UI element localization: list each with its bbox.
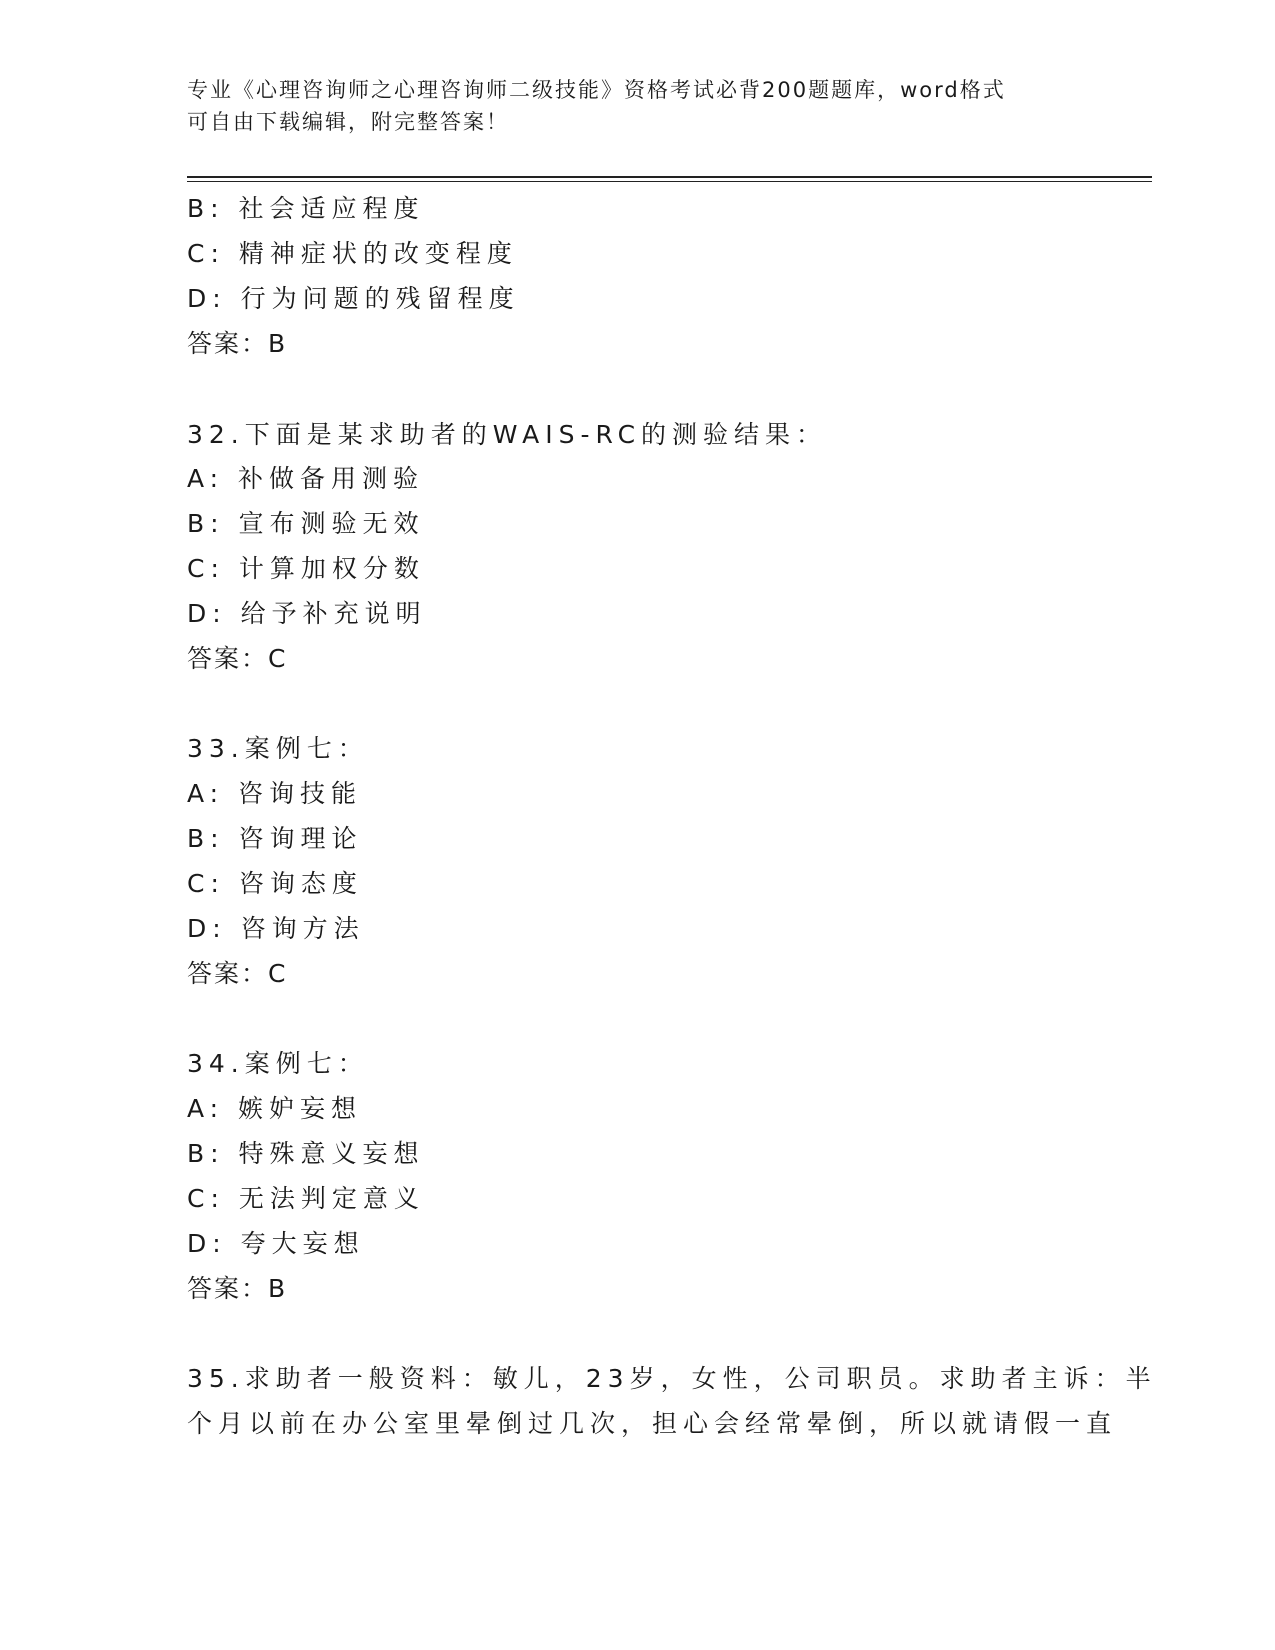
answer-label: 答案：: [187, 959, 269, 988]
q32-option-d: D: 给予补充说明: [187, 599, 427, 628]
q32-option-b: B: 宣布测验无效: [187, 509, 425, 538]
header-divider: [187, 176, 1152, 182]
answer-value: B: [268, 1274, 286, 1303]
answer-label: 答案：: [187, 644, 269, 673]
q34-option-c: C: 无法判定意义: [187, 1184, 425, 1213]
answer-label: 答案：: [187, 329, 269, 358]
q34-option-d: D: 夸大妄想: [187, 1229, 365, 1258]
q33-option-d: D: 咨询方法: [187, 914, 365, 943]
q32-option-c: C: 计算加权分数: [187, 554, 425, 583]
q33-answer: [187, 959, 285, 989]
page-header: [187, 74, 1087, 138]
q31-option-d: D: 行为问题的残留程度: [187, 284, 520, 313]
q33-option-c: C: 咨询态度: [187, 869, 363, 898]
q35-stem-line-1: 35.求助者一般资料：敏儿，23岁，女性，公司职员。求助者主诉：半: [187, 1364, 1157, 1393]
answer-value: C: [268, 644, 286, 673]
q32-stem: 32.下面是某求助者的WAIS-RC的测验结果：: [187, 420, 828, 449]
answer-label: 答案：: [187, 1274, 269, 1303]
q34-answer: [187, 1274, 285, 1304]
q34-option-a: A: 嫉妒妄想: [187, 1094, 363, 1123]
q33-stem: 33.案例七：: [187, 734, 369, 763]
q33-option-b: B: 咨询理论: [187, 824, 363, 853]
header-line-1: 专业《心理咨询师之心理咨询师二级技能》资格考试必背200题题库，word格式: [187, 78, 1006, 102]
q32-answer: [187, 644, 285, 674]
q31-option-b: B: 社会适应程度: [187, 194, 425, 223]
q32-option-a: A: 补做备用测验: [187, 464, 425, 493]
header-line-2: 可自由下载编辑，附完整答案！: [187, 110, 509, 134]
answer-value: B: [268, 329, 286, 358]
q34-stem: 34.案例七：: [187, 1049, 369, 1078]
q34-option-b: B: 特殊意义妄想: [187, 1139, 425, 1168]
q33-option-a: A: 咨询技能: [187, 779, 363, 808]
q31-option-c: C: 精神症状的改变程度: [187, 239, 518, 268]
answer-value: C: [268, 959, 286, 988]
q35-stem-line-2: 个月以前在办公室里晕倒过几次，担心会经常晕倒，所以就请假一直: [187, 1409, 1118, 1438]
q31-answer: [187, 329, 285, 359]
